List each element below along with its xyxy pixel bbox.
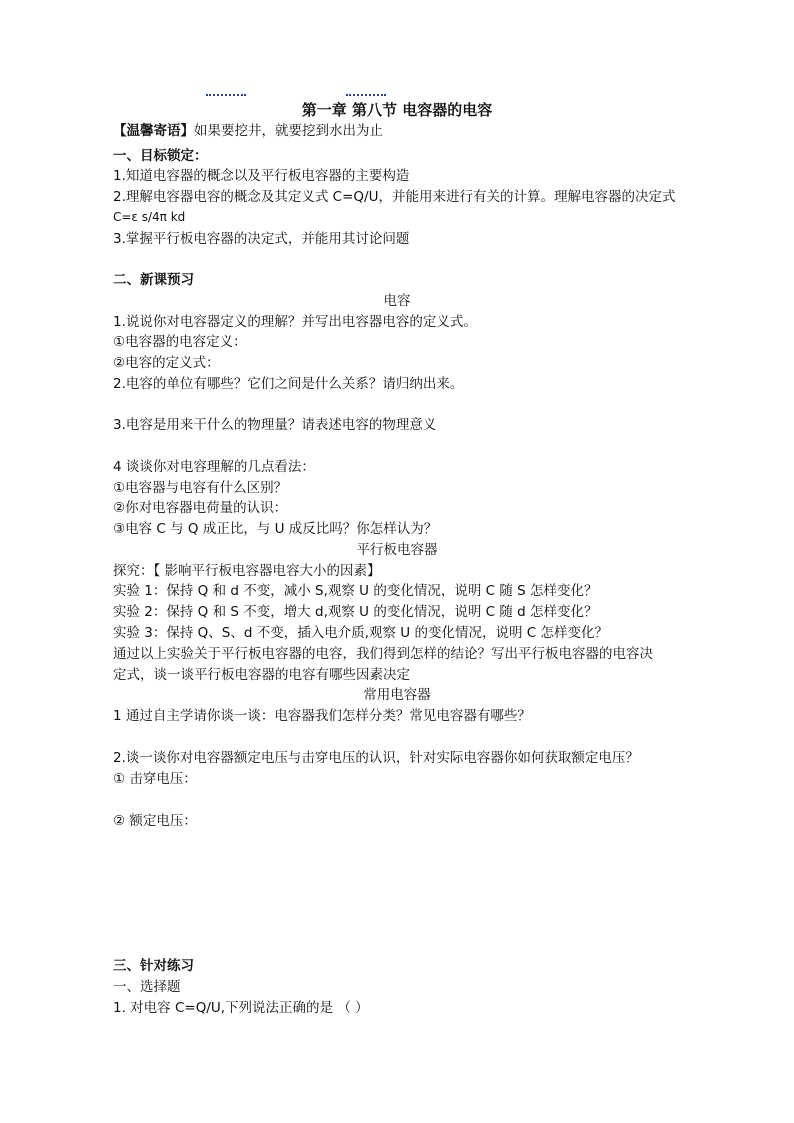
experiment-1: 实验 1：保持 Q 和 d 不变，减小 S,观察 U 的变化情况，说明 C 随 S 怎样变化？	[113, 583, 598, 599]
page-title: 第一章 第八节 电容器的电容	[301, 101, 493, 119]
common-question-2b: ② 额定电压：	[113, 813, 197, 829]
question-4a: ①电容器与电容有什么区别？	[113, 480, 288, 496]
conclusion-line-2: 定式，谈一谈平行板电容器的电容有哪些因素决定	[113, 667, 410, 683]
section-heading-goals: 一、目标锁定：	[113, 148, 208, 164]
question-4b: ②你对电容器电荷量的认识：	[113, 500, 288, 516]
question-1b: ②电容的定义式：	[113, 355, 220, 371]
question-2: 2.电容的单位有哪些？它们之间是什么关系？请归纳出来。	[113, 376, 464, 392]
goal-item-3: 3.掌握平行板电容器的决定式，并能用其讨论问题	[113, 231, 410, 247]
common-question-2a: ① 击穿电压：	[113, 771, 197, 787]
section-heading-preview: 二、新课预习	[113, 272, 194, 288]
question-4: 4 谈谈你对电容理解的几点看法：	[113, 459, 315, 475]
goal-item-1: 1.知道电容器的概念以及平行板电容器的主要构造	[113, 168, 410, 184]
question-4c: ③电容 C 与 Q 成正比，与 U 成反比吗？你怎样认为？	[113, 521, 438, 537]
motto-line	[113, 121, 383, 141]
question-3: 3.电容是用来干什么的物理量？请表述电容的物理意义	[113, 417, 437, 433]
section-heading-practice: 三、针对练习	[113, 958, 194, 974]
experiment-2: 实验 2：保持 Q 和 S 不变，增大 d,观察 U 的变化情况，说明 C 随 d 怎样变化？	[113, 604, 598, 620]
common-question-1: 1 通过自主学请你谈一谈：电容器我们怎样分类？常见电容器有哪些？	[113, 708, 531, 724]
goal-item-2-formula: C=ε s/4π kd	[113, 210, 186, 224]
common-question-2: 2.谈一谈你对电容器额定电压与击穿电压的认识，针对实际电容器你如何获取额定电压？	[113, 750, 639, 766]
choice-heading: 一、选择题	[113, 979, 181, 995]
motto-text: 如果要挖井，就要挖到水出为止	[194, 123, 383, 139]
practice-question-1: 1. 对电容 C=Q/U,下列说法正确的是 （ ）	[113, 1000, 369, 1016]
explore-title: 探究：【 影响平行板电容器电容大小的因素】	[113, 563, 381, 579]
goal-item-2: 2.理解电容器电容的概念及其定义式 C=Q/U，并能用来进行有关的计算。理解电容器的决定式	[113, 189, 676, 205]
experiment-3: 实验 3：保持 Q、S、d 不变，插入电介质,观察 U 的变化情况，说明 C 怎样变化？	[113, 625, 608, 641]
subheading-capacitance: 电容	[383, 293, 411, 309]
conclusion-line-1: 通过以上实验关于平行板电容器的电容，我们得到怎样的结论？写出平行板电容器的电容决	[113, 646, 653, 662]
question-1a: ①电容器的电容定义：	[113, 334, 247, 350]
subheading-common-capacitors: 常用电容器	[363, 687, 431, 703]
subheading-parallel-plate: 平行板电容器	[356, 542, 438, 558]
question-1: 1.说说你对电容器定义的理解？并写出电容器电容的定义式。	[113, 314, 477, 330]
motto-label: 【温馨寄语】	[113, 123, 194, 139]
